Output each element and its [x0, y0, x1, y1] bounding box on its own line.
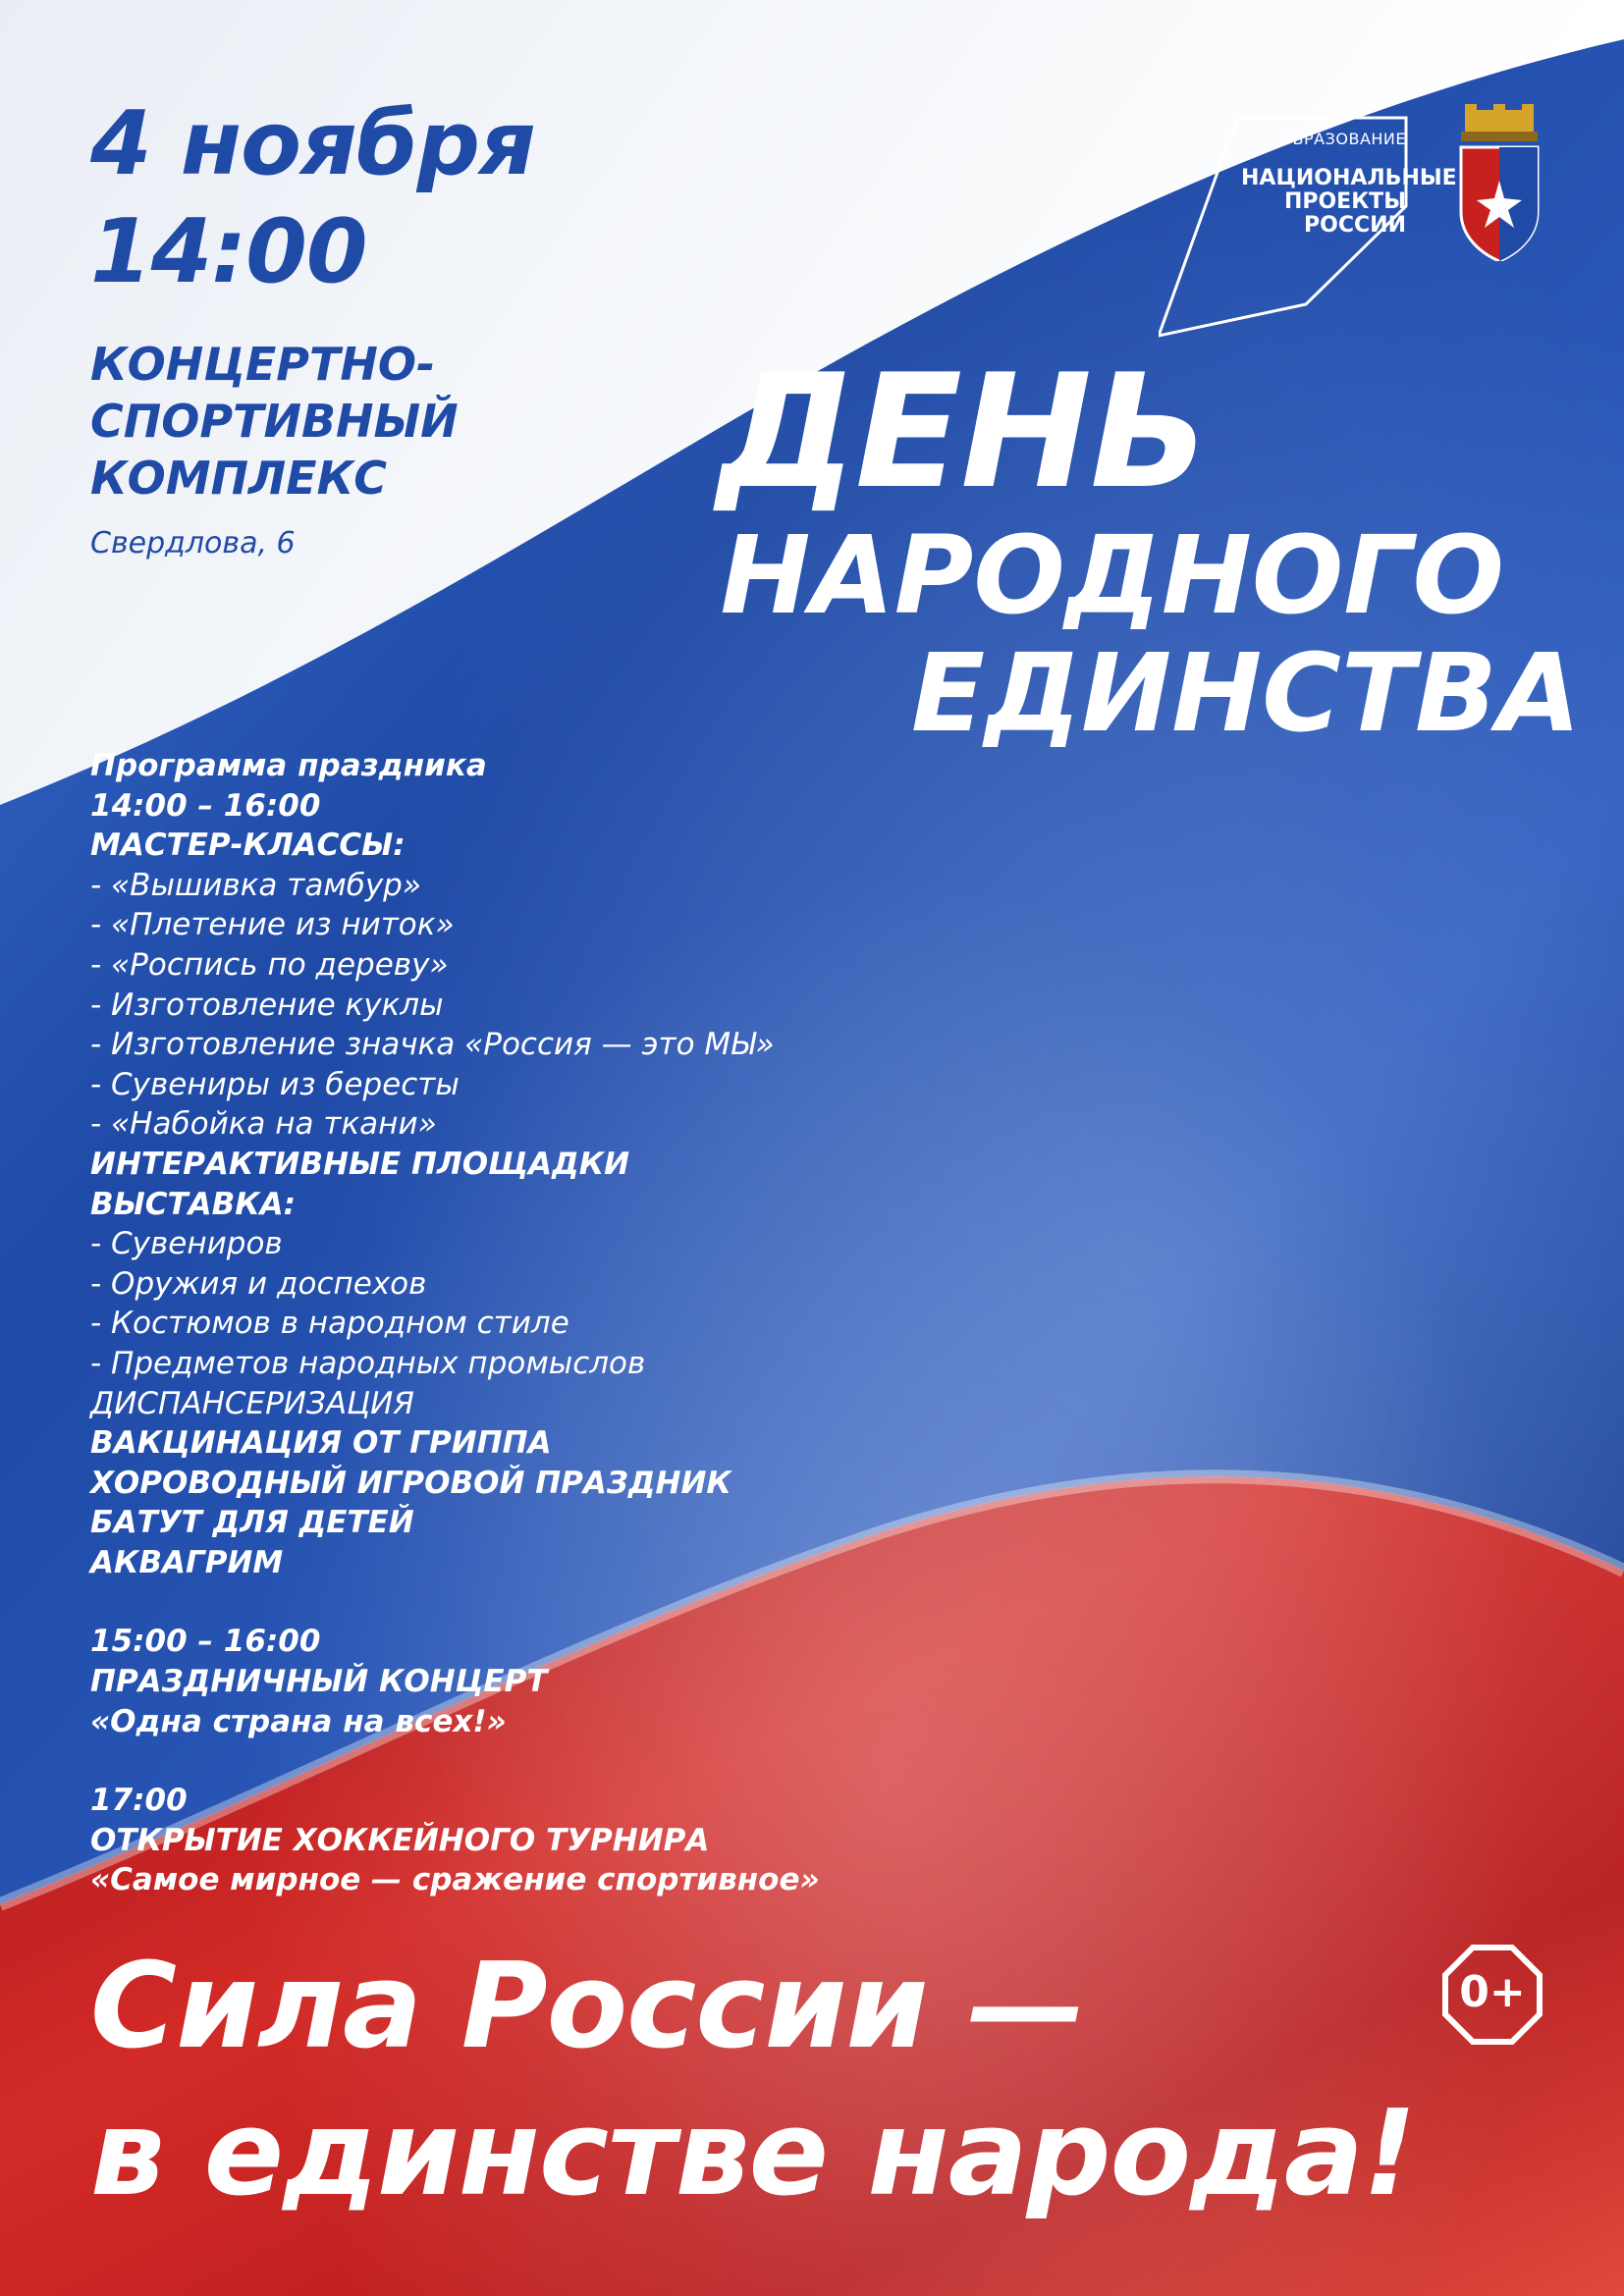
masterclass-item: - «Плетение из ниток» — [90, 907, 455, 943]
program-block2-subtitle: «Одна страна на всех!» — [90, 1703, 507, 1739]
extra-item: БАТУТ ДЛЯ ДЕТЕЙ — [90, 1505, 414, 1541]
masterclass-item: - Сувениры из бересты — [90, 1066, 460, 1102]
headline-line-1: ДЕНЬ — [717, 340, 1208, 523]
masterclass-item: - «Роспись по дереву» — [90, 946, 449, 983]
event-date-time — [90, 90, 535, 306]
logo-title-line-2: ПРОЕКТЫ — [1283, 189, 1406, 214]
exhibition-item: - Предметов народных промыслов — [90, 1345, 646, 1381]
masterclass-item: - Изготовление значка «Россия — это МЫ» — [90, 1027, 775, 1063]
age-rating-text: 0+ — [1459, 1967, 1526, 2017]
program-block1-time: 14:00 – 16:00 — [90, 787, 321, 824]
venue-line-3: КОМПЛЕКС — [90, 452, 387, 505]
headline-line-2: НАРОДНОГО — [720, 512, 1504, 638]
national-projects-logo — [1159, 108, 1457, 344]
logo-title — [1241, 166, 1457, 238]
masterclasses-title: МАСТЕР-КЛАССЫ: — [90, 828, 406, 864]
masterclass-item: - Изготовление куклы — [90, 987, 444, 1023]
event-time: 14:00 — [90, 200, 367, 303]
logo-title-line-1: НАЦИОНАЛЬНЫЕ — [1241, 166, 1457, 190]
slogan — [90, 1934, 1416, 2228]
program-block2-time: 15:00 – 16:00 — [90, 1624, 321, 1660]
masterclass-item: - «Набойка на ткани» — [90, 1106, 437, 1143]
masterclass-item: - «Вышивка тамбур» — [90, 867, 421, 903]
coat-of-arms-icon — [1457, 104, 1542, 261]
venue-line-2: СПОРТИВНЫЙ — [90, 395, 459, 448]
program-block3-title: ОТКРЫТИЕ ХОККЕЙНОГО ТУРНИРА — [90, 1822, 710, 1858]
age-rating-badge — [1441, 1944, 1543, 2046]
interactive-areas: ИНТЕРАКТИВНЫЕ ПЛОЩАДКИ — [90, 1146, 630, 1182]
exhibition-item: - Сувениров — [90, 1226, 283, 1262]
program-block3-time: 17:00 — [90, 1783, 188, 1819]
logo-title-line-3: РОССИИ — [1304, 213, 1406, 238]
exhibition-title: ВЫСТАВКА: — [90, 1186, 296, 1222]
program-spacer — [90, 1582, 820, 1622]
program — [90, 746, 820, 1900]
dispensary: ДИСПАНСЕРИЗАЦИЯ — [90, 1385, 414, 1421]
exhibition-item: - Костюмов в народном стиле — [90, 1306, 569, 1342]
program-spacer — [90, 1741, 820, 1781]
event-address: Свердлова, 6 — [90, 526, 296, 561]
extra-item: ХОРОВОДНЫЙ ИГРОВОЙ ПРАЗДНИК — [90, 1465, 731, 1501]
program-block3-subtitle: «Самое мирное — сражение спортивное» — [90, 1862, 820, 1898]
slogan-line-2: в единстве народа! — [90, 2086, 1416, 2222]
headline — [717, 340, 1581, 756]
extra-item: ВАКЦИНАЦИЯ ОТ ГРИППА — [90, 1425, 552, 1462]
extra-item: АКВАГРИМ — [90, 1544, 284, 1580]
headline-line-3: ЕДИНСТВА — [911, 630, 1581, 756]
exhibition-item: - Оружия и доспехов — [90, 1265, 427, 1302]
slogan-line-1: Сила России — — [90, 1939, 1085, 2075]
event-venue — [90, 336, 459, 507]
event-date: 4 ноября — [90, 92, 535, 195]
logo-overline: ОБРАЗОВАНИЕ — [1279, 130, 1406, 148]
program-title: Программа праздника — [90, 748, 487, 783]
venue-line-1: КОНЦЕРТНО- — [90, 338, 436, 391]
program-block2-title: ПРАЗДНИЧНЫЙ КОНЦЕРТ — [90, 1664, 548, 1700]
